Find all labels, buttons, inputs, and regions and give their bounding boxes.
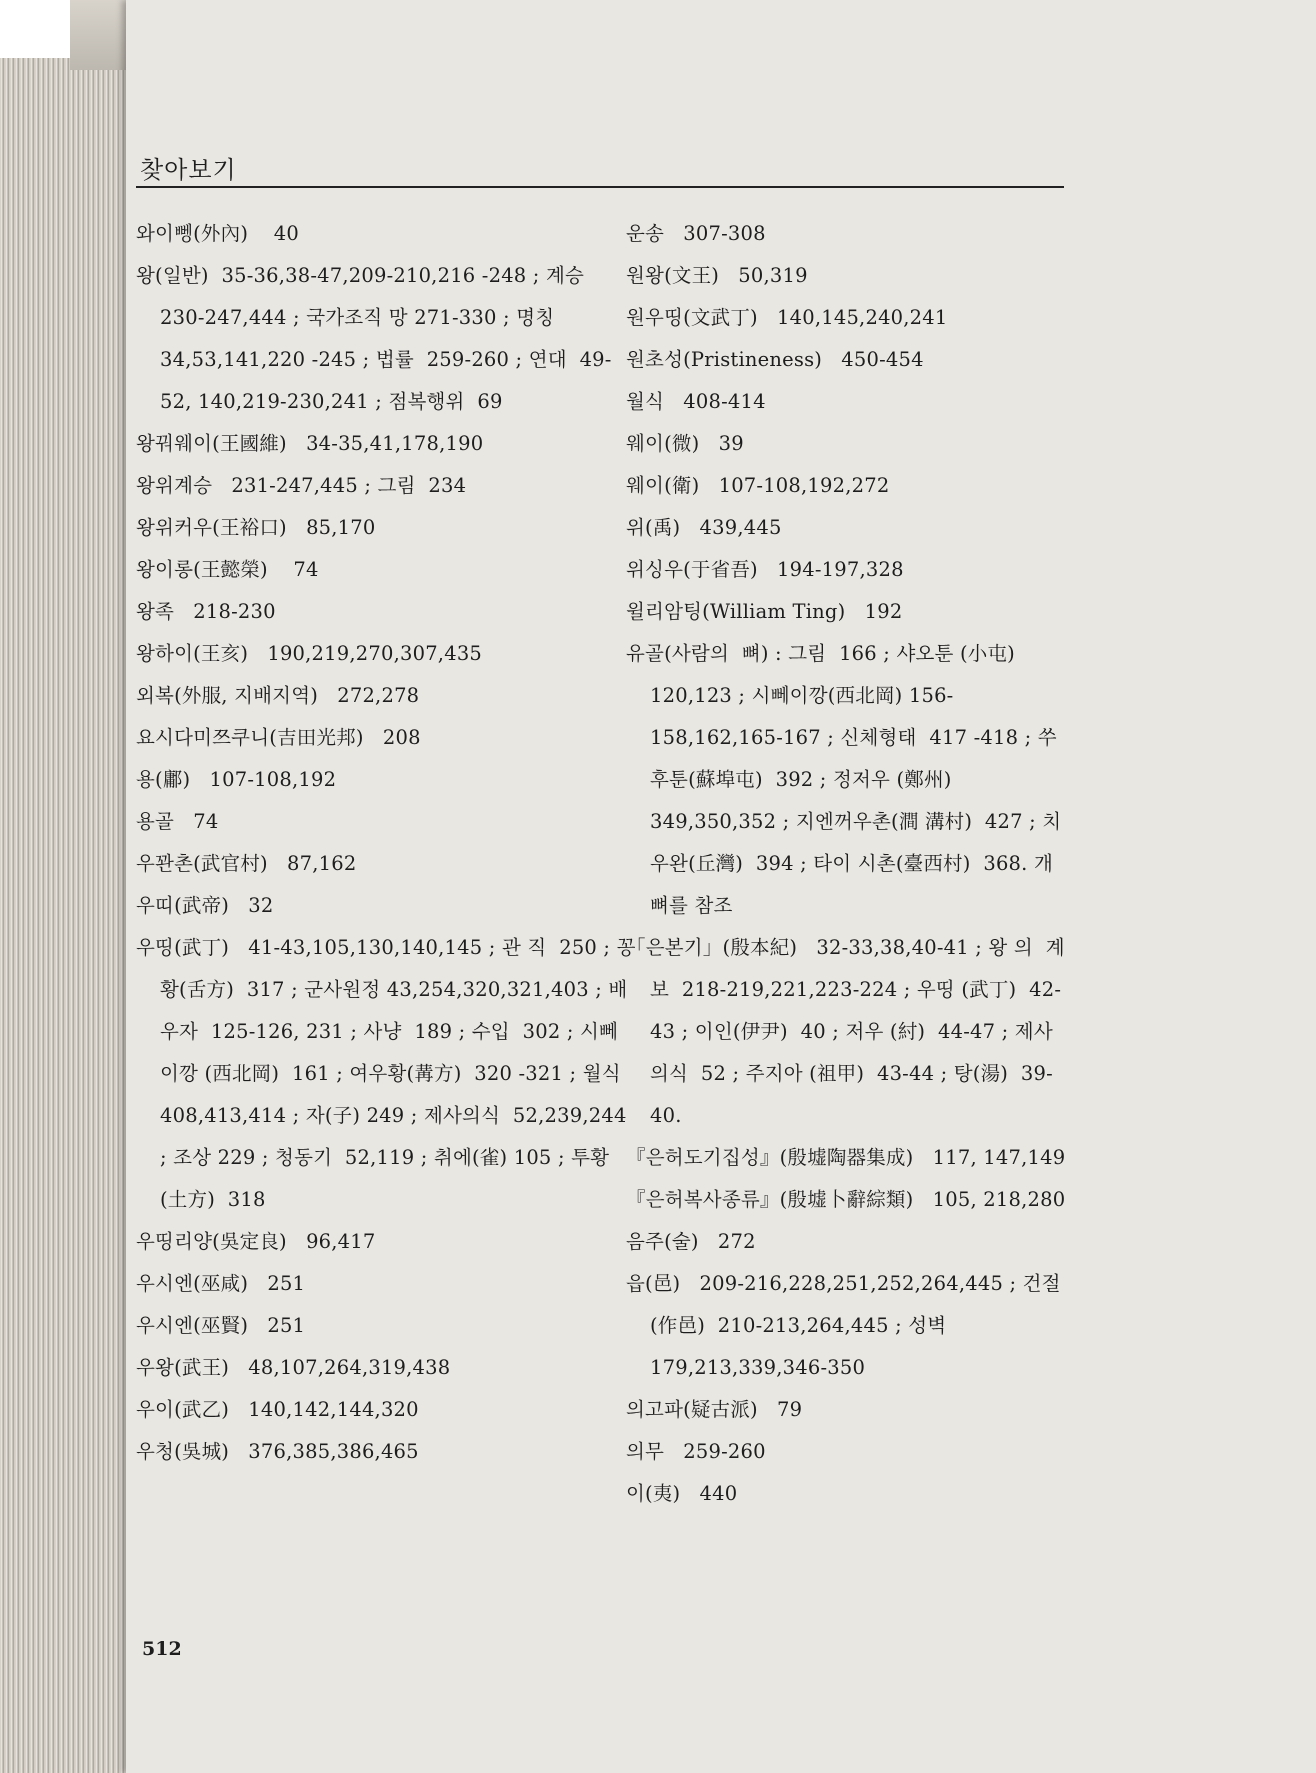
index-entry <box>136 213 636 255</box>
index-term: 우시엔(巫賢) <box>136 1314 249 1337</box>
index-entry <box>136 1347 636 1389</box>
index-page-refs: 79 <box>757 1398 803 1421</box>
index-page-refs: 34-35,41,178,190 <box>286 432 484 455</box>
running-head-title: 찾아보기 <box>140 156 237 184</box>
index-page-refs: 48,107,264,319,438 <box>229 1356 451 1379</box>
index-term: 음주(술) <box>626 1230 699 1253</box>
index-entry <box>136 1305 636 1347</box>
index-entry <box>626 507 1066 549</box>
index-entry <box>136 1389 636 1431</box>
index-term: 용(鄘) <box>136 768 191 791</box>
index-entry <box>626 1263 1066 1389</box>
index-term: 원왕(文王) <box>626 264 720 287</box>
index-page-refs: 107-108,192 <box>190 768 337 791</box>
index-term: 위싱우(于省吾) <box>626 558 758 581</box>
index-entry <box>136 549 636 591</box>
index-page-refs: 307-308 <box>664 222 766 245</box>
index-page-refs: 140,142,144,320 <box>229 1398 419 1421</box>
index-column-left <box>136 213 636 1473</box>
index-entry <box>626 465 1066 507</box>
index-page-refs: 231-247,445 ; 그림 234 <box>212 474 467 497</box>
index-term: 운송 <box>626 222 665 245</box>
index-term: 우왕(武王) <box>136 1356 230 1379</box>
index-page-refs: 218-230 <box>174 600 276 623</box>
index-page-refs: 39 <box>699 432 744 455</box>
index-term: 왕족 <box>136 600 175 623</box>
index-term: 원초성(Pristineness) <box>626 348 823 371</box>
index-term: 왕하이(王亥) <box>136 642 249 665</box>
index-page-refs: 32 <box>229 894 274 917</box>
index-page-refs: 450-454 <box>822 348 924 371</box>
index-term: 용골 <box>136 810 175 833</box>
book-cover-corner <box>70 0 130 70</box>
page-number: 512 <box>142 1638 182 1660</box>
index-entry <box>136 1263 636 1305</box>
index-entry <box>136 927 636 1221</box>
index-page-refs: 74 <box>267 558 319 581</box>
index-page-refs: 40 <box>248 222 299 245</box>
index-entry <box>626 633 1066 927</box>
index-page-refs: 209-216,228,251,252,264,445 ; 건절(作邑) 210-213,264,445 ; 성벽 179,213,339,346-350 <box>650 1272 1061 1379</box>
index-entry <box>136 423 636 465</box>
index-entry <box>136 885 636 927</box>
index-page-refs: 166 ; 샤오툰 (小屯) 120,123 ; 시뻬이깡(西北岡) 156-158,162,165-167 ; 신체형태 417 -418 ; 쑤후툰(蘇埠屯) 392 ; 정저우 (鄭州) 349,350,352 ; 지엔꺼우촌(澗 溝村) 427 ; 치우완(丘灣) 394 ; 타이 시촌(臺西村) 368. 개뼈를 참조 <box>650 642 1062 917</box>
index-term: 우청(吳城) <box>136 1440 230 1463</box>
index-entry <box>136 1431 636 1473</box>
index-term: 왕(일반) <box>136 264 209 287</box>
index-page-refs: 190,219,270,307,435 <box>248 642 483 665</box>
index-entry <box>626 1179 1066 1221</box>
index-term: 왕위계승 <box>136 474 213 497</box>
index-entry <box>626 1137 1066 1179</box>
index-term: 의무 <box>626 1440 665 1463</box>
index-entry <box>136 717 636 759</box>
index-page-refs: 251 <box>248 1272 306 1295</box>
index-term: 요시다미쯔쿠니(吉田光邦) <box>136 726 364 749</box>
index-entry <box>136 591 636 633</box>
index-page-refs: 105, 218,280 <box>913 1188 1066 1211</box>
index-entry <box>136 801 636 843</box>
index-page-refs: 32-33,38,40-41 ; 왕 의 계보 218-219,221,223-224 ; 우띵 (武丁) 42-43 ; 이인(伊尹) 40 ; 저우 (紂) 44-47 ; 제사의식 52 ; 주지아 (祖甲) 43-44 ; 탕(湯) 39-40. <box>650 936 1065 1127</box>
index-term: 우이(武乙) <box>136 1398 230 1421</box>
index-entry <box>626 339 1066 381</box>
index-term: 『은허복사종류』(殷墟卜辭綜類) <box>626 1188 914 1211</box>
index-page-refs: 140,145,240,241 <box>757 306 948 329</box>
index-term: 왕위커우(王裕口) <box>136 516 287 539</box>
index-term: 왕이롱(王懿榮) <box>136 558 268 581</box>
index-page-refs: 408-414 <box>664 390 766 413</box>
index-page-refs: 376,385,386,465 <box>229 1440 419 1463</box>
index-term: 우꽌촌(武官村) <box>136 852 268 875</box>
index-entry <box>626 1389 1066 1431</box>
index-page-refs: 272,278 <box>318 684 420 707</box>
index-term: 위(禹) <box>626 516 681 539</box>
index-term: 유골(사람의 뼈) : 그림 <box>626 642 827 665</box>
index-page-refs: 259-260 <box>664 1440 766 1463</box>
index-page-refs: 74 <box>174 810 219 833</box>
index-page-refs: 192 <box>845 600 903 623</box>
index-page-refs: 117, 147,149 <box>913 1146 1066 1169</box>
index-page-refs: 96,417 <box>286 1230 376 1253</box>
index-entry <box>626 549 1066 591</box>
index-page-refs: 35-36,38-47,209-210,216 -248 ; 계승 230-247,444 ; 국가조직 망 271-330 ; 명칭 34,53,141,220 -245 ; 법률 259-260 ; 연대 49-52, 140,219-230,241 ; 점복행위 69 <box>160 264 612 413</box>
index-term: 웨이(微) <box>626 432 700 455</box>
index-term: 『은허도기집성』(殷墟陶器集成) <box>626 1146 914 1169</box>
index-page-refs: 251 <box>248 1314 306 1337</box>
index-page-refs: 194-197,328 <box>757 558 904 581</box>
index-term: 우띵리양(吳定良) <box>136 1230 287 1253</box>
index-page-refs: 50,319 <box>719 264 808 287</box>
index-term: 우띠(武帝) <box>136 894 230 917</box>
index-entry <box>626 381 1066 423</box>
index-page-refs: 87,162 <box>267 852 357 875</box>
index-page-refs: 208 <box>363 726 421 749</box>
index-entry <box>626 927 1066 1137</box>
index-entry <box>136 675 636 717</box>
index-entry <box>136 843 636 885</box>
index-term: 웨이(衛) <box>626 474 700 497</box>
index-entry <box>136 465 636 507</box>
index-term: 「은본기」(殷本紀) <box>626 936 798 959</box>
index-term: 우시엔(巫咸) <box>136 1272 249 1295</box>
index-entry <box>136 759 636 801</box>
index-entry <box>626 1473 1066 1515</box>
index-entry <box>626 423 1066 465</box>
index-entry <box>626 1221 1066 1263</box>
index-term: 이(夷) <box>626 1482 681 1505</box>
index-page-refs: 107-108,192,272 <box>699 474 890 497</box>
index-entry <box>626 591 1066 633</box>
index-entry <box>626 213 1066 255</box>
index-page-refs: 85,170 <box>286 516 376 539</box>
index-entry <box>136 1221 636 1263</box>
running-head-rule <box>136 186 1064 188</box>
index-term: 윌리암팅(William Ting) <box>626 600 846 623</box>
index-page-refs: 272 <box>698 1230 756 1253</box>
book-page-edges <box>0 58 128 1773</box>
index-term: 와이뼁(外內) <box>136 222 249 245</box>
index-column-right <box>626 213 1066 1515</box>
index-entry <box>136 255 636 423</box>
index-entry <box>136 507 636 549</box>
index-entry <box>626 297 1066 339</box>
index-entry <box>136 633 636 675</box>
index-entry <box>626 1431 1066 1473</box>
index-term: 의고파(疑古派) <box>626 1398 758 1421</box>
index-term: 월식 <box>626 390 665 413</box>
index-term: 읍(邑) <box>626 1272 681 1295</box>
index-page-refs: 440 <box>680 1482 738 1505</box>
index-page-refs: 41-43,105,130,140,145 ; 관 직 250 ; 꽁황(舌方) 317 ; 군사원정 43,254,320,321,403 ; 배우자 125-126, 231 ; 사냥 189 ; 수입 302 ; 시뻬이깡 (西北岡) 161 ; 여우황(冓方) 320 -321 ; 월식 408,413,414 ; 자(子) 249 ; 제사의식 52,239,244 ; 조상 229 ; 청동기 52,119 ; 취에(雀) 105 ; 투황(土方) 318 <box>160 936 636 1211</box>
index-term: 왕꿔웨이(王國維) <box>136 432 287 455</box>
index-page-refs: 439,445 <box>680 516 782 539</box>
index-term: 외복(外服, 지배지역) <box>136 684 319 707</box>
index-term: 우띵(武丁) <box>136 936 230 959</box>
index-entry <box>626 255 1066 297</box>
index-term: 원우띵(文武丁) <box>626 306 758 329</box>
